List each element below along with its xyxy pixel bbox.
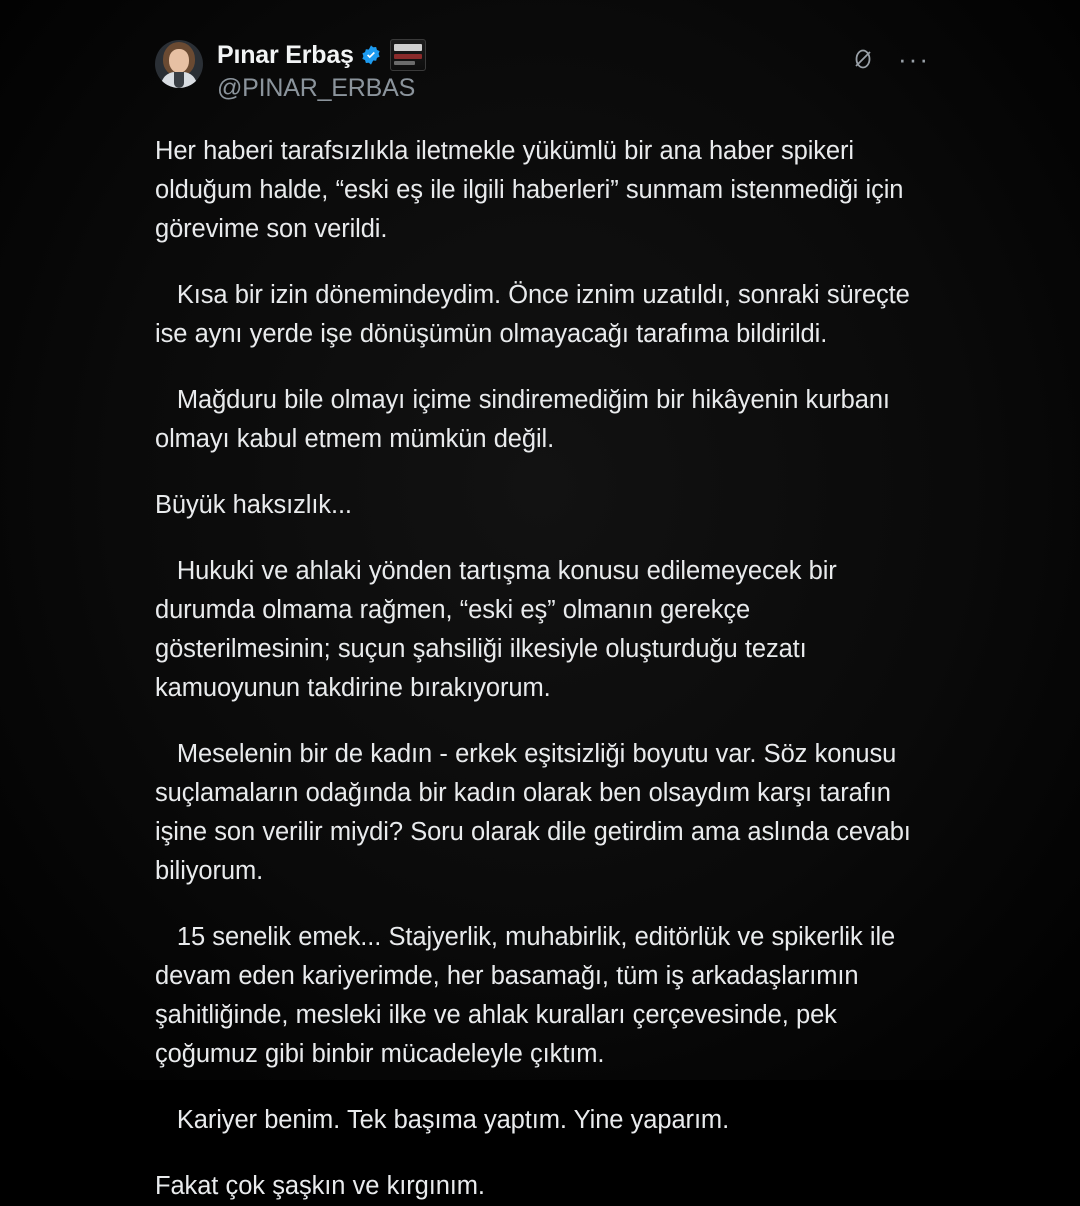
header-actions (850, 46, 930, 72)
paragraph: Her haberi tarafsızlıkla iletmekle yükümlü bir ana haber spikeri olduğum halde, “eski eş ile ilgili haberleri” sunmam istenmediği için görevime son verildi. (155, 137, 911, 243)
paragraph: Mağduru bile olmayı içime sindiremediğim bir hikâyenin kurbanı olmayı kabul etmem mümkün değil. (155, 386, 898, 453)
display-name[interactable]: Pınar Erbaş (217, 40, 354, 69)
paragraph: Fakat çok şaşkın ve kırgınım. (155, 1172, 485, 1200)
tweet-text (155, 132, 930, 1206)
paragraph: Meselenin bir de kadın - erkek eşitsizliği boyutu var. Söz konusu suçlamaların odağında bir kadın olarak ben olsaydım karşı tarafın işine son verilir miydi? Soru olarak dile getirdim ama aslında cevabı biliyorum. (155, 740, 919, 885)
avatar-face (169, 49, 189, 73)
tweet-header (155, 38, 930, 110)
handle[interactable]: @PINAR_ERBAS (217, 74, 416, 102)
more-options-icon[interactable]: ··· (898, 44, 930, 74)
paragraph: Kariyer benim. Tek başıma yaptım. Yine yaparım. (155, 1106, 730, 1134)
verified-check-icon (360, 44, 382, 66)
paragraph: Hukuki ve ahlaki yönden tartışma konusu edilemeyecek bir durumda olmama rağmen, “eski eş” olmanın gerekçe gösterilmesinin; suçun şahsiliği ilkesiyle oluşturduğu tezatı kamuoyunun takdirine bırakıyorum. (155, 557, 844, 702)
paragraph: Kısa bir izin dönemindeydim. Önce iznim uzatıldı, sonraki süreçte ise aynı yerde işe dönüşümün olmayacağı tarafıma bildirildi. (155, 281, 918, 348)
paragraph: 15 senelik emek... Stajyerlik, muhabirlik, editörlük ve spikerlik ile devam eden kariyerimde, her basamağı, tüm iş arkadaşlarımın şahitliğinde, mesleki ilke ve ahlak kuralları çerçevesinde, pek çoğumuz gibi binbir mücadeleyle çıktım. (155, 923, 903, 1068)
avatar-body (161, 72, 197, 88)
grok-icon[interactable] (850, 46, 876, 72)
affiliate-badge-icon[interactable] (390, 39, 426, 71)
paragraph: Büyük haksızlık... (155, 491, 352, 519)
display-name-row (217, 39, 426, 71)
avatar[interactable] (155, 40, 203, 88)
author-names (217, 38, 426, 103)
